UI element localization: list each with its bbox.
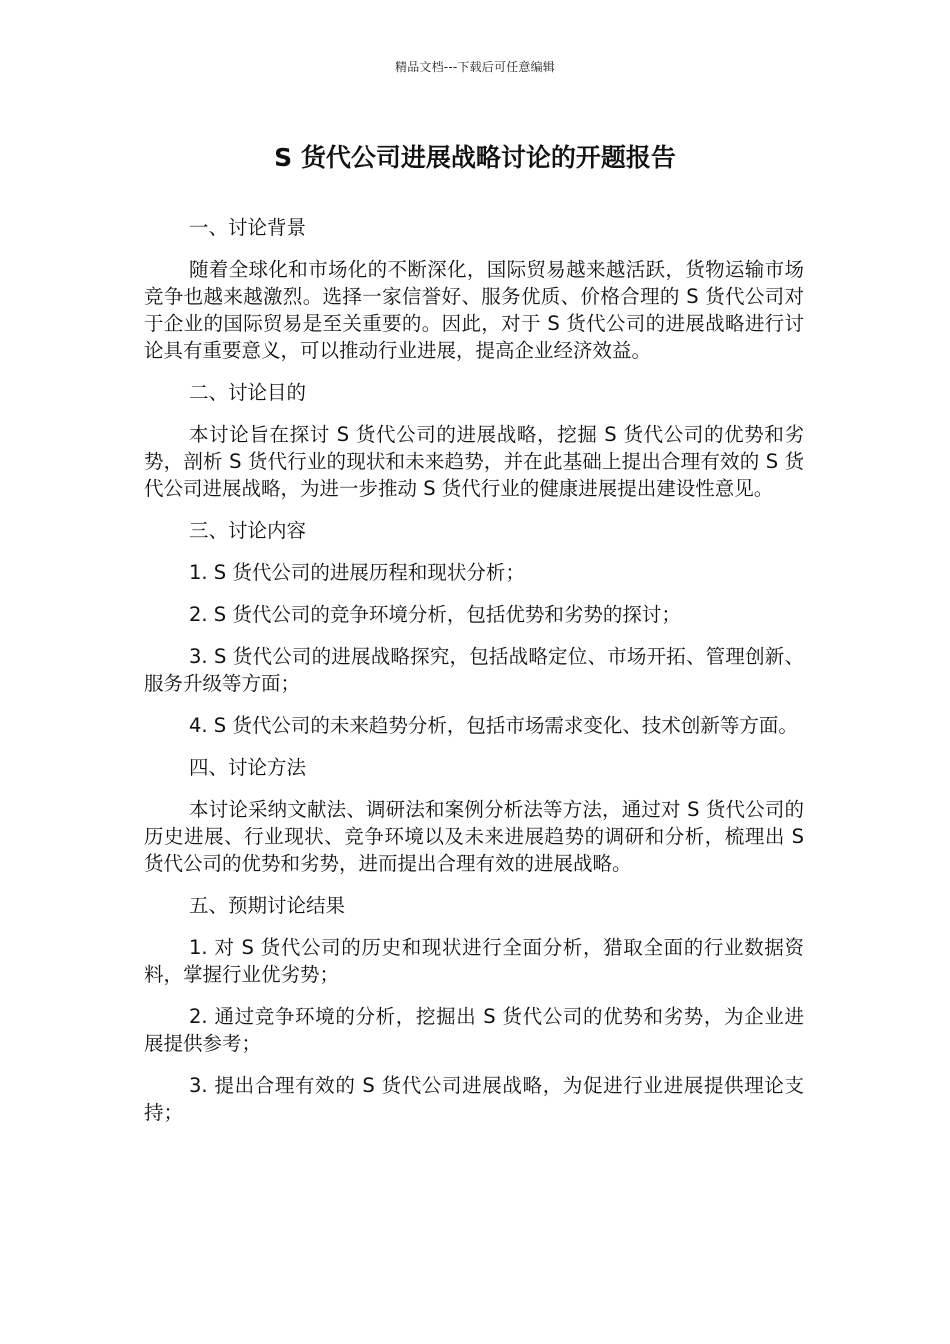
section-heading-purpose: 二、讨论目的 <box>189 381 307 404</box>
document-title: S 货代公司进展战略讨论的开题报告 <box>274 143 676 172</box>
list-item: 3. 提出合理有效的 S 货代公司进展战略，为促进行业进展提供理论支持； <box>144 1074 804 1124</box>
paragraph: 本讨论采纳文献法、调研法和案例分析法等方法，通过对 S 货代公司的历史进展、行业现状、竞争环境以及未来进展趋势的调研和分析，梳理出 S 货代公司的优势和劣势，进而提出合理有效的进展战略。 <box>144 798 804 875</box>
document-body <box>144 214 804 1141</box>
list-item: 1. S 货代公司的进展历程和现状分析； <box>189 561 525 584</box>
paragraph: 随着全球化和市场化的不断深化，国际贸易越来越活跃，货物运输市场竞争也越来越激烈。选择一家信誉好、服务优质、价格合理的 S 货代公司对于企业的国际贸易是至关重要的。因此，对于 S 货代公司的进展战略进行讨论具有重要意义，可以推动行业进展，提高企业经济效益。 <box>144 258 804 362</box>
list-item: 2. S 货代公司的竞争环境分析，包括优势和劣势的探讨； <box>189 603 681 626</box>
section-heading-background: 一、讨论背景 <box>189 216 307 239</box>
header-note: 精品文档---下载后可任意编辑 <box>395 60 555 74</box>
list-item: 3. S 货代公司的进展战略探究，包括战略定位、市场开拓、管理创新、服务升级等方面； <box>144 645 804 695</box>
list-item: 4. S 货代公司的未来趋势分析，包括市场需求变化、技术创新等方面。 <box>189 714 798 737</box>
list-item: 1. 对 S 货代公司的历史和现状进行全面分析，猎取全面的行业数据资料，掌握行业优劣势； <box>144 936 804 986</box>
paragraph: 本讨论旨在探讨 S 货代公司的进展战略，挖掘 S 货代公司的优势和劣势，剖析 S 货代行业的现状和未来趋势，并在此基础上提出合理有效的 S 货代公司进展战略，为进一步推动 S 货代行业的健康进展提出建设性意见。 <box>144 423 804 500</box>
list-item: 2. 通过竞争环境的分析，挖掘出 S 货代公司的优势和劣势，为企业进展提供参考； <box>144 1005 804 1055</box>
section-heading-content: 三、讨论内容 <box>189 519 307 542</box>
section-heading-method: 四、讨论方法 <box>189 756 307 779</box>
section-heading-expected-results: 五、预期讨论结果 <box>189 894 346 917</box>
